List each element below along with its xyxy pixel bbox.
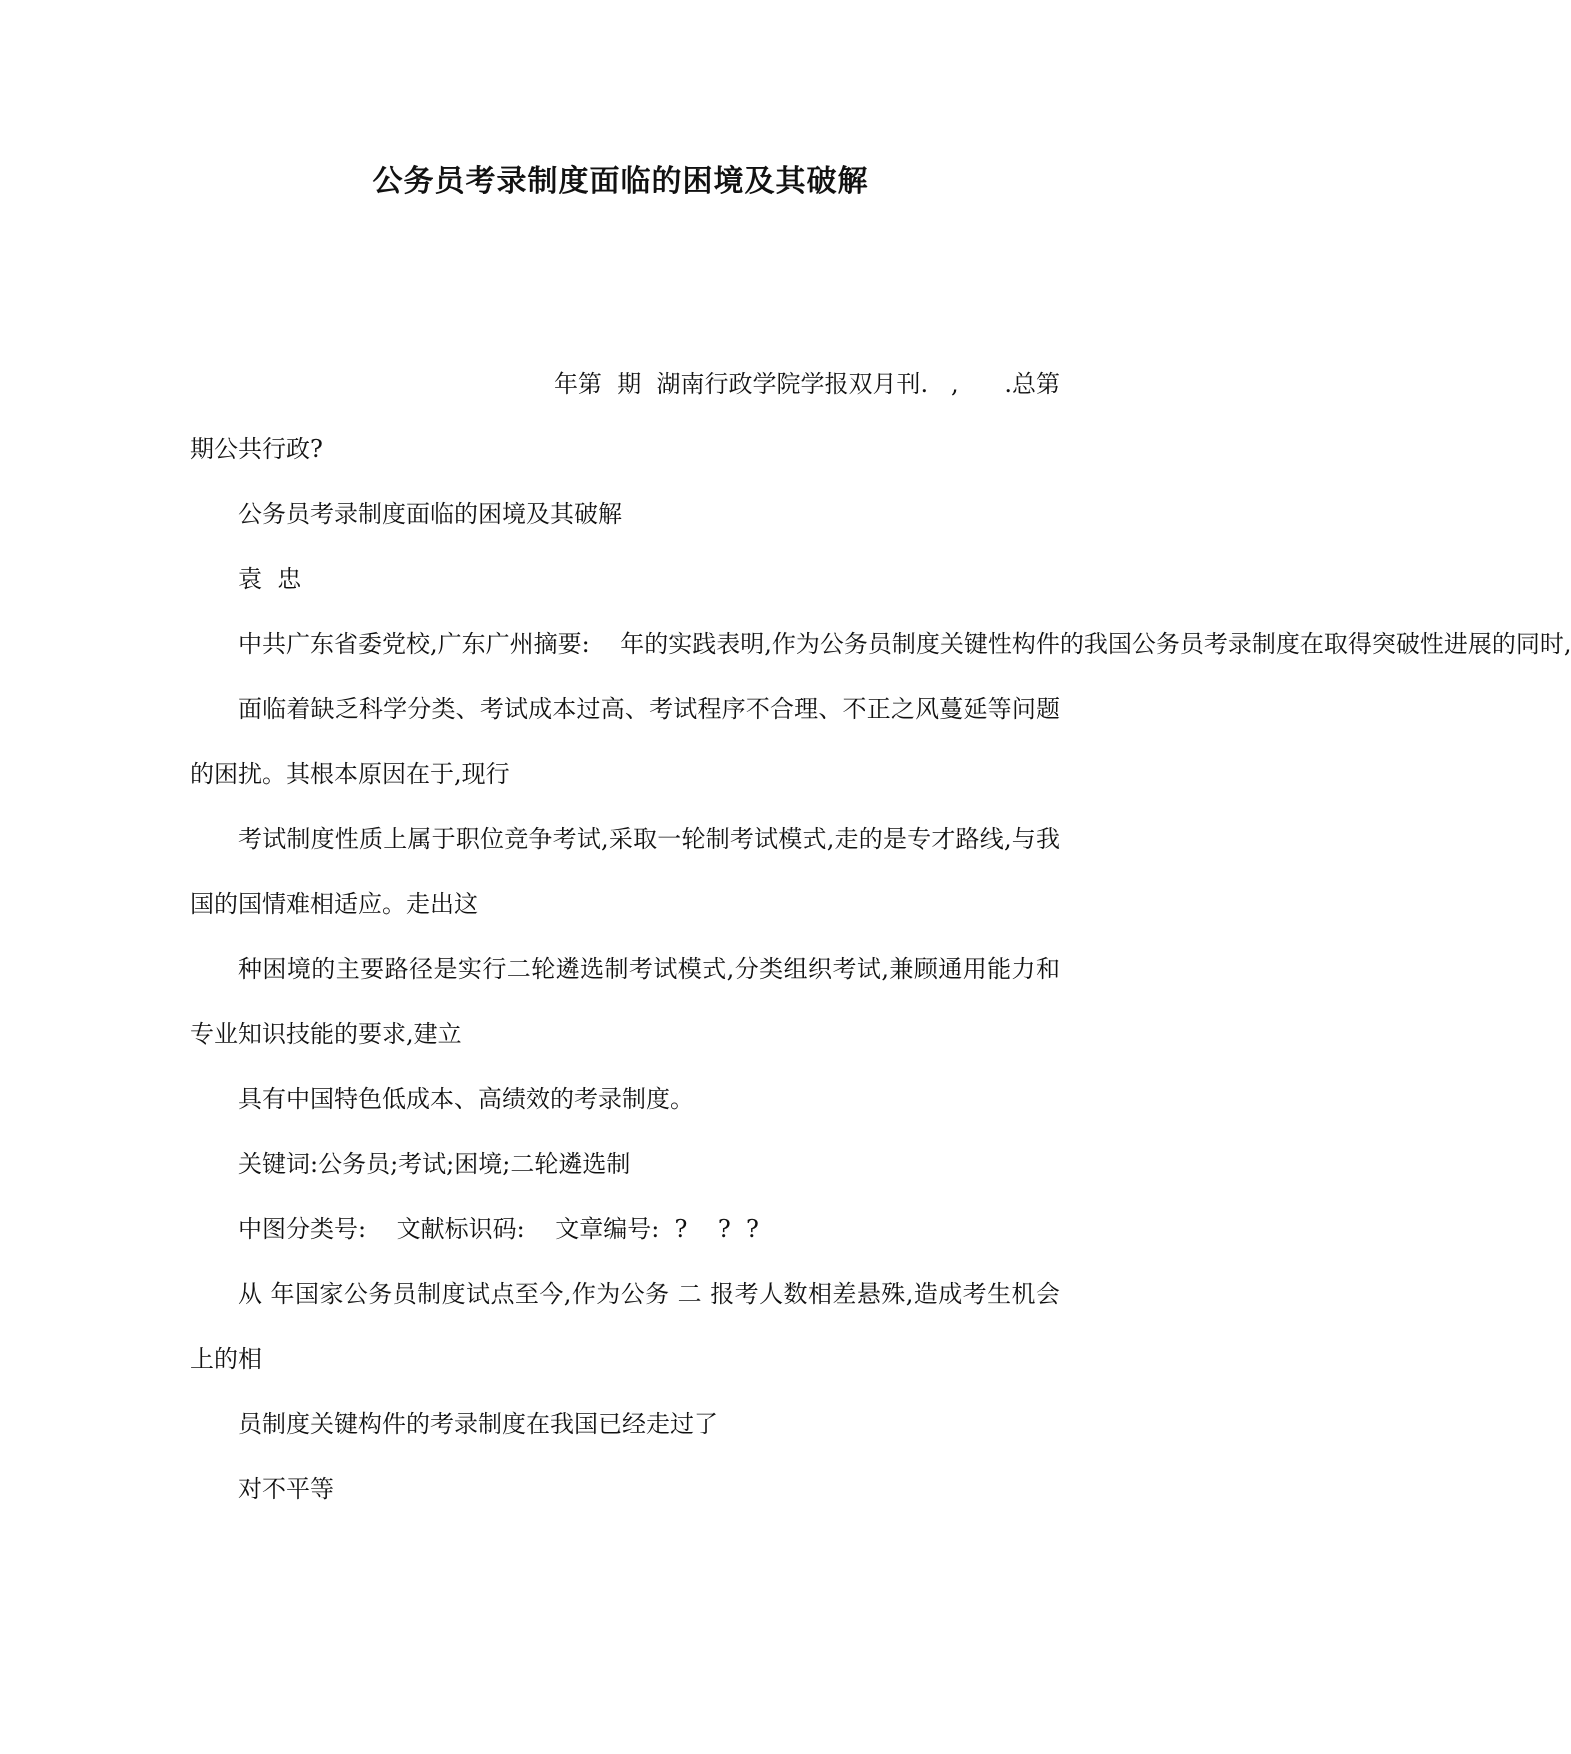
- abstract-paragraph-5: 具有中国特色低成本、高绩效的考录制度。: [238, 1085, 694, 1113]
- keywords-line: 关键词:公务员;考试;困境;二轮遴选制: [238, 1150, 631, 1178]
- body-paragraph-1: 从 年国家公务员制度试点至今,作为公务 二 报考人数相差悬殊,造成考生机会上的相: [190, 1280, 1060, 1373]
- abstract-paragraph-3: 考试制度性质上属于职位竞争考试,采取一轮制考试模式,走的是专才路线,与我国的国情难相适应。走出这: [190, 825, 1060, 918]
- journal-section-line: 期公共行政?: [190, 435, 323, 463]
- abstract-paragraph-4: 种困境的主要路径是实行二轮遴选制考试模式,分类组织考试,兼顾通用能力和专业知识技能的要求,建立: [190, 955, 1060, 1048]
- author-name: 袁 忠: [238, 565, 302, 593]
- body-paragraph-3: 对不平等: [238, 1475, 334, 1503]
- abstract-paragraph-2: 面临着缺乏科学分类、考试成本过高、考试程序不合理、不正之风蔓延等问题的困扰。其根本原因在于,现行: [190, 695, 1060, 788]
- article-title-line: 公务员考录制度面临的困境及其破解: [238, 500, 622, 528]
- journal-header-line: 年第 期 湖南行政学院学报双月刊. , .总第: [553, 370, 1060, 398]
- body-paragraph-2: 员制度关键构件的考录制度在我国已经走过了: [238, 1410, 718, 1438]
- document-body: [190, 352, 1571, 1522]
- abstract-paragraph-1: 中共广东省委党校,广东广州摘要: 年的实践表明,作为公务员制度关键性构件的我国公务员考录制度在取得突破性进展的同时,: [238, 630, 1571, 658]
- classification-line: 中图分类号: 文献标识码: 文章编号: ? ? ?: [238, 1215, 759, 1243]
- document-title: 公务员考录制度面临的困境及其破解: [372, 164, 869, 199]
